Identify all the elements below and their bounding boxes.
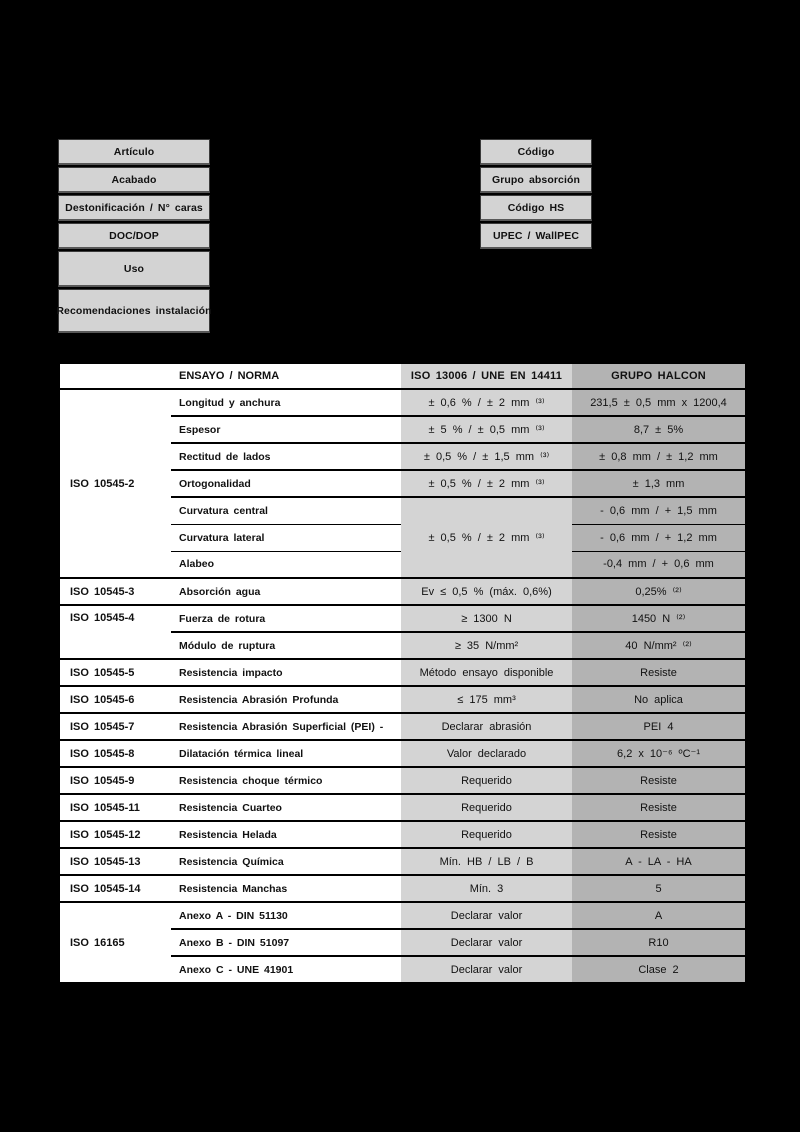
iso-norm-cell: ISO 10545-11: [59, 794, 171, 821]
norma-cell: Declarar valor: [401, 956, 572, 983]
norma-cell: Valor declarado: [401, 740, 572, 767]
header-iso-blank-cell: [59, 363, 171, 389]
norma-cell: Declarar valor: [401, 902, 572, 929]
norma-cell: Requerido: [401, 794, 572, 821]
halcon-cell: ± 1,3 mm: [572, 470, 746, 497]
table-row: [59, 902, 746, 929]
halcon-cell: 231,5 ± 0,5 mm x 1200,4: [572, 389, 746, 416]
iso-norm-cell: ISO 10545-8: [59, 740, 171, 767]
table-row: [59, 605, 746, 632]
halcon-cell: Resiste: [572, 659, 746, 686]
norma-cell: ± 0,5 % / ± 2 mm ⁽³⁾: [401, 497, 572, 578]
norma-cell: Ev ≤ 0,5 % (máx. 0,6%): [401, 578, 572, 605]
halcon-cell: 8,7 ± 5%: [572, 416, 746, 443]
label-box-codigo: Código: [480, 139, 592, 165]
left-label-boxes: [58, 139, 210, 335]
table-row: [59, 794, 746, 821]
halcon-cell: R10: [572, 929, 746, 956]
label-box-recomendaciones-instalacion: Recomendaciones instalación: [58, 289, 210, 333]
ensayo-cell: Resistencia Abrasión Profunda: [171, 686, 401, 713]
ensayo-cell: Dilatación térmica lineal: [171, 740, 401, 767]
ensayo-cell: Resistencia Manchas: [171, 875, 401, 902]
header-grupo-halcon: GRUPO HALCON: [572, 363, 746, 389]
ensayo-cell: Resistencia impacto: [171, 659, 401, 686]
norma-cell: ± 5 % / ± 0,5 mm ⁽³⁾: [401, 416, 572, 443]
norma-cell: ± 0,5 % / ± 2 mm ⁽³⁾: [401, 470, 572, 497]
ensayo-cell: Ortogonalidad: [171, 470, 401, 497]
norma-cell: ≤ 175 mm³: [401, 686, 572, 713]
table-row: [59, 686, 746, 713]
label-box-destonificacion-n-caras: Destonificación / N° caras: [58, 195, 210, 221]
table-row: [59, 713, 746, 740]
ensayo-cell: Fuerza de rotura: [171, 605, 401, 632]
iso-norm-cell: ISO 10545-13: [59, 848, 171, 875]
table-row: [59, 767, 746, 794]
ensayo-cell: Curvatura lateral: [171, 524, 401, 551]
halcon-cell: PEI 4: [572, 713, 746, 740]
norma-cell: Método ensayo disponible: [401, 659, 572, 686]
norma-cell: Declarar abrasión: [401, 713, 572, 740]
halcon-cell: Clase 2: [572, 956, 746, 983]
label-box-acabado: Acabado: [58, 167, 210, 193]
norma-cell: Mín. HB / LB / B: [401, 848, 572, 875]
halcon-cell: - 0,6 mm / + 1,2 mm: [572, 524, 746, 551]
halcon-cell: 5: [572, 875, 746, 902]
table-row: [59, 659, 746, 686]
ensayo-cell: Longitud y anchura: [171, 389, 401, 416]
label-box-grupo-absorcion: Grupo absorción: [480, 167, 592, 193]
spec-table-container: [58, 362, 745, 984]
iso-norm-cell: ISO 16165: [59, 902, 171, 983]
halcon-cell: Resiste: [572, 821, 746, 848]
label-box-doc-dop: DOC/DOP: [58, 223, 210, 249]
table-header-row: [59, 363, 746, 389]
iso-norm-cell: ISO 10545-5: [59, 659, 171, 686]
table-row: [59, 578, 746, 605]
ensayo-cell: Resistencia Química: [171, 848, 401, 875]
norma-cell: Declarar valor: [401, 929, 572, 956]
halcon-cell: 1450 N ⁽²⁾: [572, 605, 746, 632]
ensayo-cell: Espesor: [171, 416, 401, 443]
iso-norm-cell: ISO 10545-14: [59, 875, 171, 902]
ensayo-cell: Rectitud de lados: [171, 443, 401, 470]
spec-table: [58, 362, 747, 984]
halcon-cell: A - LA - HA: [572, 848, 746, 875]
label-box-uso: Uso: [58, 251, 210, 287]
halcon-cell: Resiste: [572, 767, 746, 794]
iso-norm-cell: ISO 10545-6: [59, 686, 171, 713]
norma-cell: Requerido: [401, 767, 572, 794]
label-box-articulo: Artículo: [58, 139, 210, 165]
halcon-cell: Resiste: [572, 794, 746, 821]
table-row: [59, 848, 746, 875]
ensayo-cell: Resistencia Cuarteo: [171, 794, 401, 821]
halcon-cell: 0,25% ⁽²⁾: [572, 578, 746, 605]
iso-norm-cell: ISO 10545-12: [59, 821, 171, 848]
table-row: [59, 389, 746, 416]
ensayo-cell: Anexo A - DIN 51130: [171, 902, 401, 929]
ensayo-cell: Alabeo: [171, 551, 401, 578]
iso-norm-cell: ISO 10545-7: [59, 713, 171, 740]
halcon-cell: ± 0,8 mm / ± 1,2 mm: [572, 443, 746, 470]
ensayo-cell: Resistencia Helada: [171, 821, 401, 848]
halcon-cell: 6,2 x 10⁻⁶ ºC⁻¹: [572, 740, 746, 767]
iso-norm-cell: ISO 10545-2: [59, 389, 171, 578]
iso-norm-cell: ISO 10545-3: [59, 578, 171, 605]
halcon-cell: - 0,6 mm / + 1,5 mm: [572, 497, 746, 524]
ensayo-cell: Módulo de ruptura: [171, 632, 401, 659]
ensayo-cell: Resistencia choque térmico: [171, 767, 401, 794]
norma-cell: ≥ 1300 N: [401, 605, 572, 632]
ensayo-cell: Anexo B - DIN 51097: [171, 929, 401, 956]
iso-norm-cell: ISO 10545-4: [59, 605, 171, 659]
ensayo-cell: Anexo C - UNE 41901: [171, 956, 401, 983]
norma-cell: Mín. 3: [401, 875, 572, 902]
header-iso-13006: ISO 13006 / UNE EN 14411: [401, 363, 572, 389]
header-ensayo-norma: ENSAYO / NORMA: [171, 363, 401, 389]
ensayo-cell: Resistencia Abrasión Superficial (PEI) -: [171, 713, 401, 740]
halcon-cell: A: [572, 902, 746, 929]
label-box-codigo-hs: Código HS: [480, 195, 592, 221]
table-row: [59, 740, 746, 767]
norma-cell: ± 0,5 % / ± 1,5 mm ⁽³⁾: [401, 443, 572, 470]
norma-cell: Requerido: [401, 821, 572, 848]
right-label-boxes: [480, 139, 592, 251]
norma-cell: ± 0,6 % / ± 2 mm ⁽³⁾: [401, 389, 572, 416]
table-row: [59, 875, 746, 902]
ensayo-cell: Absorción agua: [171, 578, 401, 605]
label-box-upec-wallpec: UPEC / WallPEC: [480, 223, 592, 249]
iso-norm-cell: ISO 10545-9: [59, 767, 171, 794]
halcon-cell: No aplica: [572, 686, 746, 713]
halcon-cell: -0,4 mm / + 0,6 mm: [572, 551, 746, 578]
table-row: [59, 821, 746, 848]
ensayo-cell: Curvatura central: [171, 497, 401, 524]
halcon-cell: 40 N/mm² ⁽²⁾: [572, 632, 746, 659]
norma-cell: ≥ 35 N/mm²: [401, 632, 572, 659]
